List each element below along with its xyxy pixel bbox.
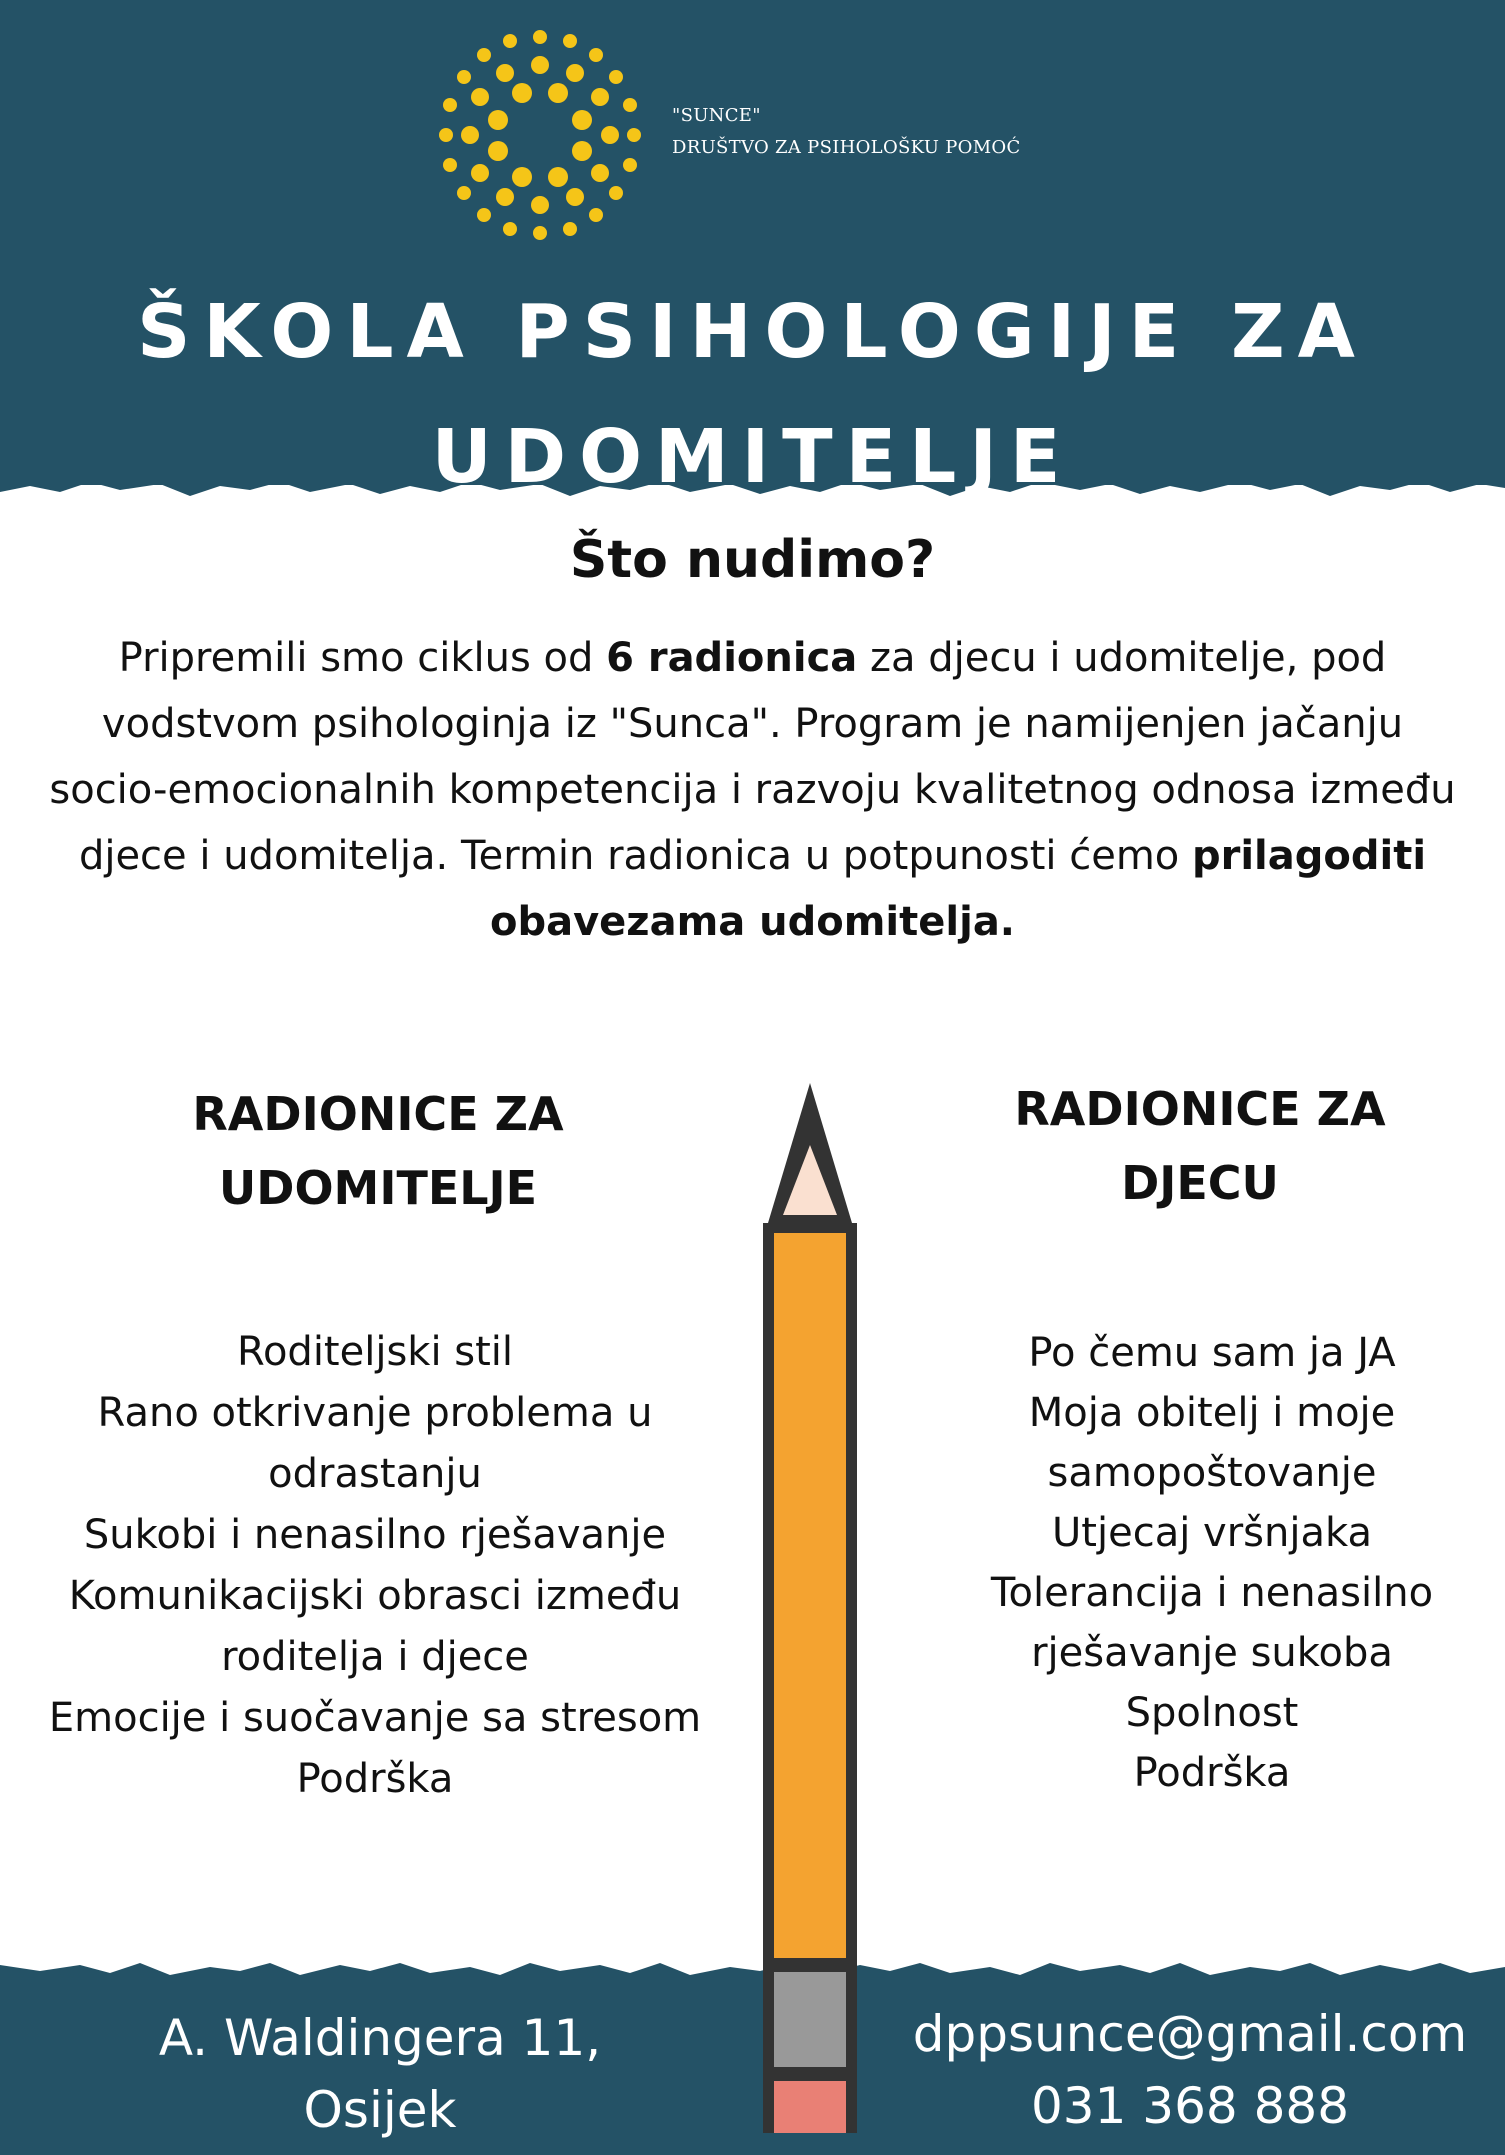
email-link[interactable]: dppsunce@gmail.com [912,2005,1468,2063]
list-item: Utjecaj vršnjaka [1052,1510,1372,1556]
offer-text-part2: za djecu i udomitelje, pod vodstvom psihologinja iz "Sunca". Program je namijenjen jačanju socio-emocionalnih kompetencija i razvoju kvalitetnog odnosa između djece i udomitelja. Termin radionica u potpunosti ćemo [49,635,1456,879]
org-name-line2: DRUŠTVO ZA PSIHOLOŠKU POMOĆ [672,137,1021,158]
contact-block [880,1998,1500,2142]
offer-description [40,625,1465,955]
pencil-icon [745,1075,875,2155]
organization-name [672,100,1021,164]
list-item: Rano otkrivanje problema u [97,1390,653,1436]
list-item: Po čemu sam ja JA [1028,1330,1396,1376]
title-line2: UDOMITELJE [431,414,1074,500]
page-title [0,270,1505,520]
address-line1: A. Waldingera 11, [158,2009,602,2067]
list-item: Spolnost [1125,1690,1299,1736]
offer-text-part1: Pripremili smo ciklus od [118,635,607,681]
list-item: Moja obitelj i moje [1028,1390,1396,1436]
list-item: Komunikacijski obrasci između [68,1573,682,1619]
list-item: odrastanju [268,1451,482,1497]
parents-workshops-list [25,1322,725,1810]
title-line1: ŠKOLA PSIHOLOGIJE ZA [137,289,1368,375]
address-block [120,2002,640,2146]
list-item: roditelja i djece [221,1634,529,1680]
offer-text-bold2: prilagoditi obavezama udomitelja. [489,833,1427,945]
parents-title-line1: RADIONICE ZA [192,1087,564,1141]
list-item: Tolerancija i nenasilno [990,1570,1434,1616]
parents-title-line2: UDOMITELJE [218,1161,538,1215]
offer-text-bold1: 6 radionica [606,635,858,681]
list-item: Podrška [296,1756,454,1802]
offer-heading: Što nudimo? [569,530,936,590]
phone-number: 031 368 888 [1030,2077,1350,2135]
list-item: Podrška [1133,1750,1291,1796]
parents-workshops-title [78,1077,678,1225]
list-item: rješavanje sukoba [1031,1630,1393,1676]
org-name-line1: "SUNCE" [672,105,761,126]
list-item: samopoštovanje [1047,1450,1377,1496]
address-line2: Osijek [303,2081,457,2139]
list-item: Sukobi i nenasilno rješavanje [83,1512,667,1558]
list-item: Roditeljski stil [236,1329,514,1375]
children-workshops-title [900,1072,1500,1220]
children-workshops-list [862,1323,1505,1803]
children-title-line1: RADIONICE ZA [1014,1082,1386,1136]
list-item: Emocije i suočavanje sa stresom [48,1695,702,1741]
children-title-line2: DJECU [1121,1156,1279,1210]
sun-logo-icon [430,25,650,245]
